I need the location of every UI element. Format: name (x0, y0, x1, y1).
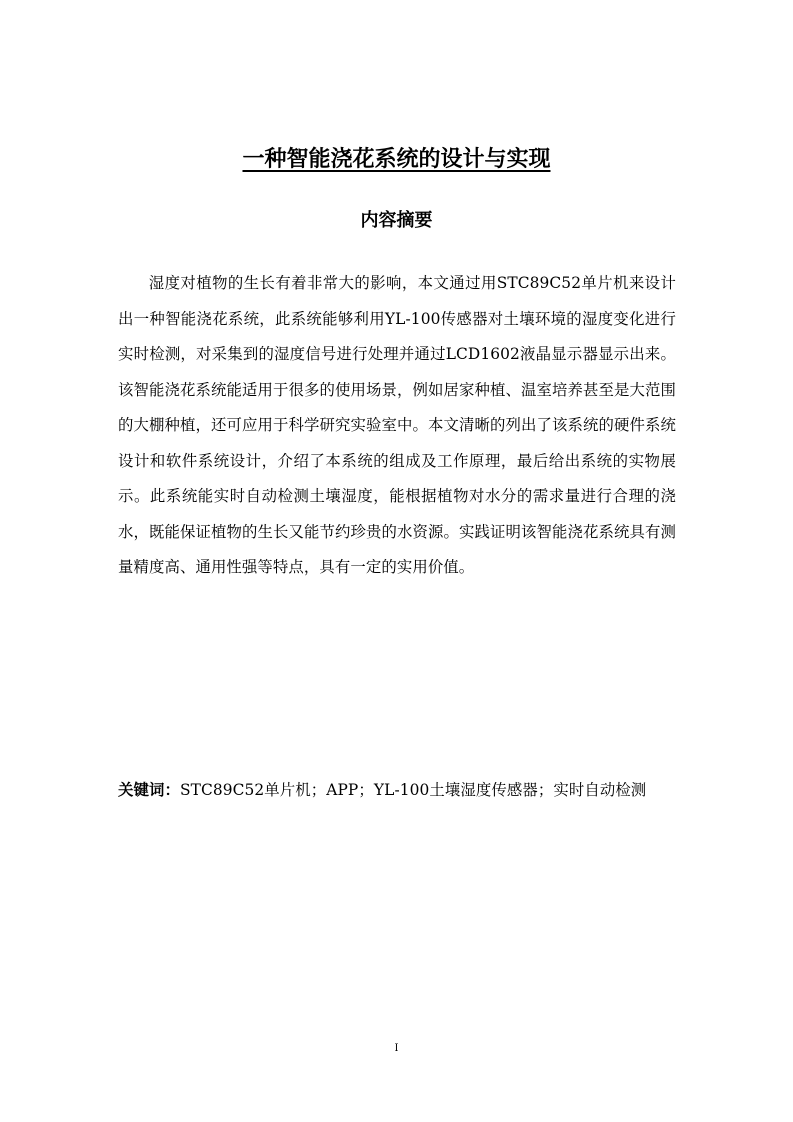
keywords-label: 关键词： (118, 781, 180, 799)
abstract-body: 湿度对植物的生长有着非常大的影响，本文通过用STC89C52单片机来设计出一种智能浇花系统，此系统能够利用YL-100传感器对土壤环境的湿度变化进行实时检测，对采集到的湿度信号进行处理并通过LCD1602液晶显示器显示出来。该智能浇花系统能适用于很多的使用场景，例如居家种植、温室培养甚至是大范围的大棚种植，还可应用于科学研究实验室中。本文清晰的列出了该系统的硬件系统设计和软件系统设计，介绍了本系统的组成及工作原理，最后给出系统的实物展示。此系统能实时自动检测土壤湿度，能根据植物对水分的需求量进行合理的浇水，既能保证植物的生长又能节约珍贵的水资源。实践证明该智能浇花系统具有测量精度高、通用性强等特点，具有一定的实用价值。 (118, 274, 676, 576)
paper-title-text: 一种智能浇花系统的设计与实现 (242, 147, 551, 172)
keywords-paragraph (118, 772, 676, 808)
paper-title (0, 145, 793, 175)
keywords-text: STC89C52单片机；APP；YL-100土壤湿度传感器；实时自动检测 (179, 781, 647, 799)
abstract-heading: 内容摘要 (360, 210, 433, 231)
page-number: I (394, 1043, 399, 1054)
